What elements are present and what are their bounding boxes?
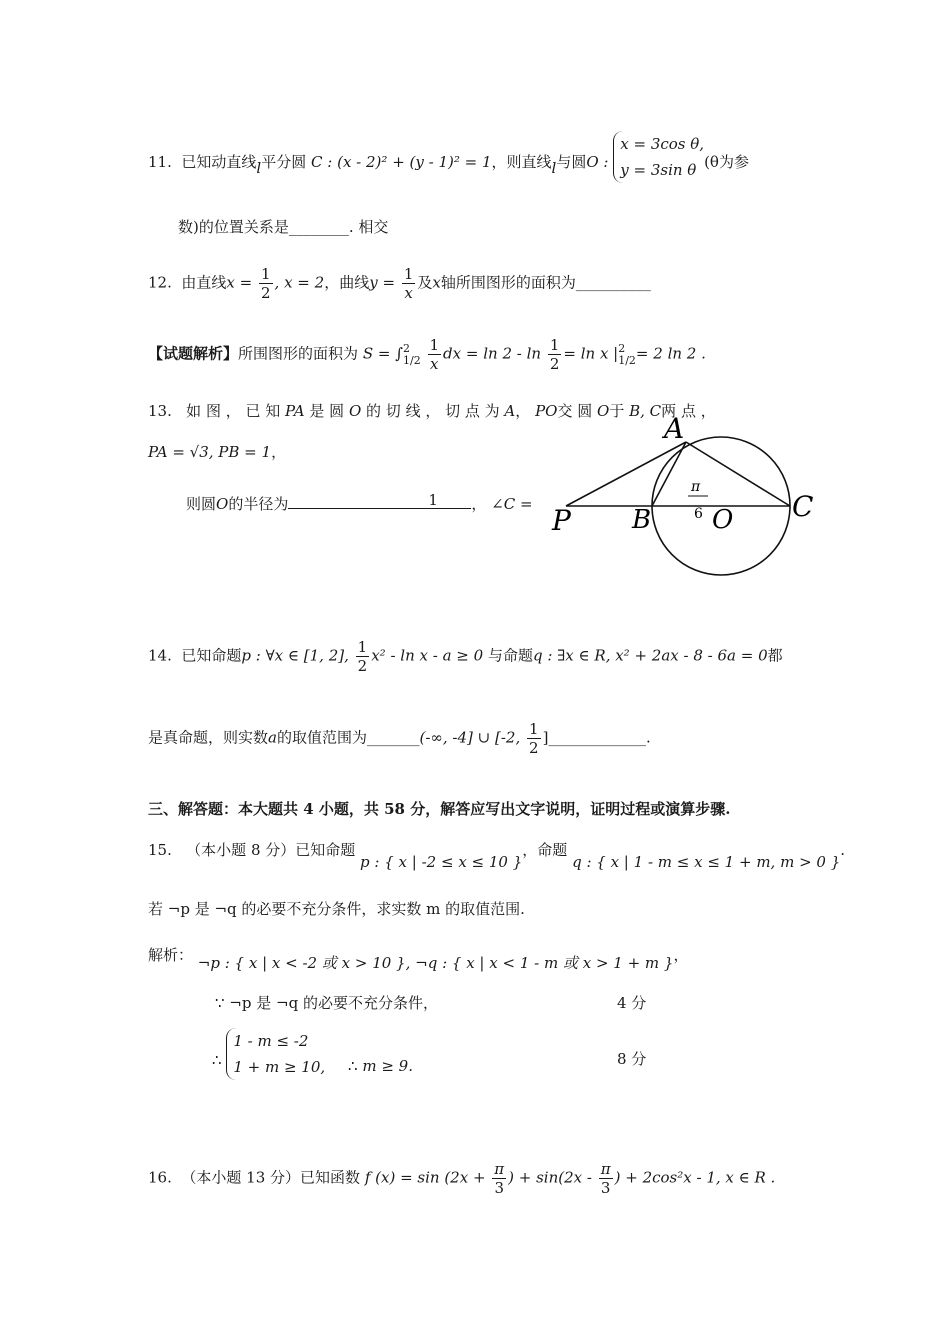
q14-answer: (-∞, -4] ∪ [-2, [419, 728, 521, 747]
eval-bounds: 2 1/2 [618, 341, 636, 367]
q12-number: 12. [148, 273, 172, 292]
q12-fraction-half: $\frac{1}{2}$ [261, 265, 271, 302]
q14-half-fraction: $\frac{1}{2}$ [529, 720, 539, 757]
q13-geometry-figure [548, 412, 818, 602]
q11-answer: . 相交 [348, 218, 389, 236]
integral-bounds: 2 1/2 [403, 341, 421, 367]
q11-blank: ________ [288, 218, 349, 236]
q12-fraction-inverse: $\frac{1}{x}$ [403, 265, 414, 302]
section-3-heading: 三、解答题：本大题共 4 小题，共 58 分，解答应写出文字说明，证明过程或演算步骤. [148, 800, 731, 818]
q13-line1: 13. 如 图 ， 已 知 PA 是 圆 O 的 切 线 ， 切 点 为 A， PO交 圆 O于 B, C两 点 ， [148, 402, 716, 420]
q15-score2: 8 分 [617, 1050, 647, 1068]
tangent-PA [566, 442, 686, 506]
q14-line1: 14. 已知命题p : ∀x ∈ [1, 2], $\frac{1}{2}$ x² - ln x - a ≥ 0 与命题q : ∃x ∈ R, x² + 2ax - 8 - 6a = 0都 [148, 638, 783, 675]
label-C: C [792, 490, 814, 523]
q12-solution: 【试题解析】所围图形的面积为 S = ∫ 2 1/2 $\frac{1}{x}$ dx = ln 2 - ln $\frac{1}{2}$ = ln x | 2 1/2 = 2 ln 2 . [148, 336, 706, 373]
q16-pi-over-3-b: $\frac{\pi}{3}$ [600, 1160, 611, 1197]
q15-score1: 4 分 [617, 994, 647, 1012]
angle-answer-six: 6 [694, 506, 703, 522]
label-A: A [664, 412, 685, 445]
label-P: P [552, 504, 571, 537]
q14-half: $\frac{1}{2}$ [357, 638, 368, 675]
q14-line2: 是真命题，则实数a的取值范围为_______(-∞, -4] ∪ [-2, $\frac{1}{2}$ ]_____________. [148, 720, 651, 757]
q13-number: 13. [148, 402, 172, 420]
q12-blank: __________ [575, 273, 651, 292]
q14-number: 14. [148, 646, 172, 665]
q13-line2: 则圆O的半径为 1 ， ∠C = [186, 491, 533, 513]
q15-therefore: ∴ 1 - m ≤ -2 1 + m ≥ 10, [212, 1042, 325, 1080]
half-fraction: $\frac{1}{2}$ [549, 336, 560, 373]
q12-line: 12. 由直线x = $\frac{1}{2}$ , x = 2，曲线y = $\frac{1}{x}$ 及x轴所围图形的面积为__________ [148, 265, 651, 302]
q15-number: 15. [148, 841, 172, 859]
angle-answer-pi: π [691, 479, 701, 495]
q16-number: 16. [148, 1168, 172, 1187]
q15-line2: 若 ¬p 是 ¬q 的必要不充分条件，求实数 m 的取值范围. [148, 900, 525, 918]
q15-result: ∴ m ≥ 9. [348, 1057, 413, 1075]
q11-line2: 数)的位置关系是________. 相交 [178, 218, 389, 236]
q15-because: ∵ ¬p 是 ¬q 的必要不充分条件， [215, 994, 438, 1012]
q15-line1: 15. （本小题 8 分）已知命题 p : { x | -2 ≤ x ≤ 10 }，命题 q : { x | 1 - m ≤ x ≤ 1 + m, m > 0 }. [148, 841, 846, 871]
label-B: B [632, 505, 652, 535]
q16-pi-over-3-a: $\frac{\pi}{3}$ [494, 1160, 505, 1197]
q13-answer1: 1 [428, 491, 438, 509]
label-O: O [712, 505, 734, 535]
q11-number: 11. [148, 153, 172, 171]
solution-label: 【试题解析】 [148, 344, 239, 363]
q11-line1: 11. 已知动直线l平分圆 C : (x - 2)² + (y - 1)² = 1，则直线l与圆O : x = 3cos θ, y = 3sin θ (θ为参 [148, 143, 749, 183]
q13-condition: PA = √3, PB = 1， [148, 443, 287, 461]
integrand: $\frac{1}{x}$ [429, 336, 440, 373]
q16-line: 16. （本小题 13 分）已知函数 f (x) = sin (2x + $\frac{\pi}{3}$ ) + sin(2x - $\frac{\pi}{3}$ ) + 2cos²x - 1, x ∈ R . [148, 1160, 776, 1197]
q15-inequality-system: 1 - m ≤ -2 1 + m ≥ 10, [226, 1028, 325, 1080]
q15-solution-line1: 解析： ¬p : { x | x < -2 或 x > 10 }, ¬q : { x | x < 1 - m 或 x > 1 + m }， [148, 946, 689, 972]
q11-parametric-system: x = 3cos θ, y = 3sin θ [613, 131, 704, 183]
q13-answer1-blank [288, 492, 471, 509]
q11-circle-equation: C : (x - 2)² + (y - 1)² = 1 [311, 153, 492, 171]
